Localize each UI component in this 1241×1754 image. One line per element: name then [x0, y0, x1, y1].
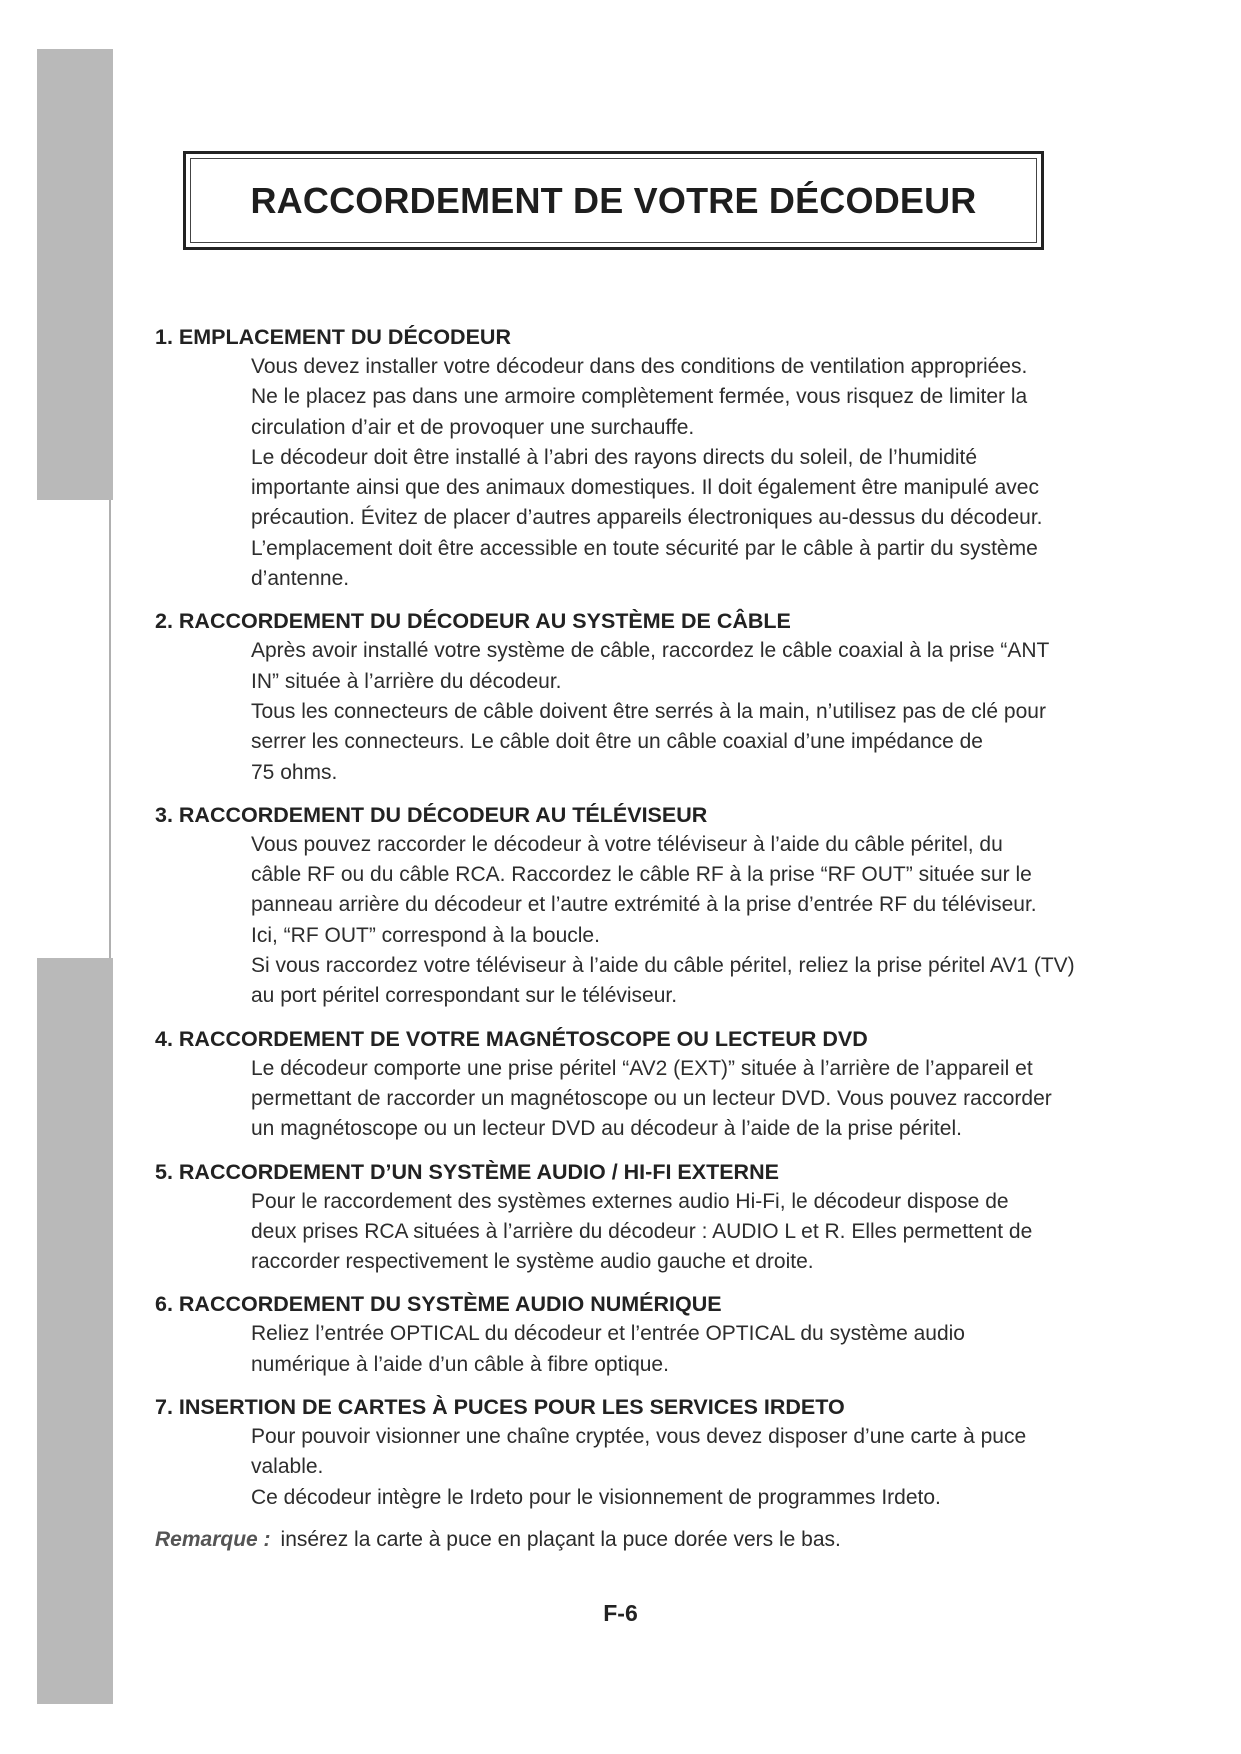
body-line: Ici, “RF OUT” correspond à la boucle. [251, 923, 600, 947]
body-line: Ne le placez pas dans une armoire complètement fermée, vous risquez de limiter la [251, 385, 1028, 409]
section-hifi [155, 1157, 1145, 1278]
body-line: Pour pouvoir visionner une chaîne cryptée, vous devez disposer d’une carte à puce [251, 1425, 1027, 1449]
body-line: au port péritel correspondant sur le téléviseur. [251, 984, 678, 1008]
page-number: F-6 [603, 1600, 638, 1626]
section-heading: 3. RACCORDEMENT DU DÉCODEUR AU TÉLÉVISEUR [155, 802, 708, 827]
body-line: un magnétoscope ou un lecteur DVD au décodeur à l’aide de la prise péritel. [251, 1117, 962, 1141]
section-heading: 1. EMPLACEMENT DU DÉCODEUR [155, 325, 511, 349]
body-line: IN” située à l’arrière du décodeur. [251, 669, 562, 693]
section-televiseur [155, 800, 1145, 1012]
body-line: Le décodeur comporte une prise péritel “AV2 (EXT)” située à l’arrière de l’appareil et [251, 1056, 1033, 1080]
body-line: circulation d’air et de provoquer une surchauffe. [251, 415, 695, 439]
section-heading: 7. INSERTION DE CARTES À PUCES POUR LES SERVICES IRDETO [155, 1395, 845, 1420]
body-line: Si vous raccordez votre téléviseur à l’aide du câble péritel, reliez la prise péritel AV1 (TV) [251, 954, 1075, 978]
body-line: câble RF ou du câble RCA. Raccordez le câble RF à la prise “RF OUT” située sur le [251, 863, 1032, 887]
body-line: L’emplacement doit être accessible en toute sécurité par le câble à partir du système [251, 536, 1038, 560]
remark-note [155, 1525, 1145, 1555]
section-emplacement [155, 322, 1145, 594]
body-line: Vous pouvez raccorder le décodeur à votre téléviseur à l’aide du câble péritel, du [251, 832, 1003, 856]
section-cartes [155, 1392, 1145, 1513]
body-line: deux prises RCA situées à l’arrière du décodeur : AUDIO L et R. Elles permettent de [251, 1219, 1033, 1243]
title-box [183, 151, 1044, 250]
section-body [251, 352, 1145, 594]
section-body [251, 636, 1145, 787]
body-line: d’antenne. [251, 567, 350, 591]
section-heading: 4. RACCORDEMENT DE VOTRE MAGNÉTOSCOPE OU LECTEUR DVD [155, 1026, 868, 1051]
body-line: permettant de raccorder un magnétoscope ou un lecteur DVD. Vous pouvez raccorder [251, 1086, 1052, 1110]
body-line: numérique à l’aide d’un câble à fibre optique. [251, 1352, 669, 1376]
section-body [251, 1319, 1145, 1380]
remark-label: Remarque : [155, 1527, 271, 1551]
section-audio-numerique [155, 1289, 1145, 1380]
body-line: précaution. Évitez de placer d’autres appareils électroniques au-dessus du décodeur. [251, 506, 1043, 530]
body-line: raccorder respectivement le système audio gauche et droite. [251, 1250, 814, 1274]
body-line: serrer les connecteurs. Le câble doit être un câble coaxial d’une impédance de [251, 730, 983, 754]
section-body [251, 1422, 1145, 1513]
body-line: panneau arrière du décodeur et l’autre extrémité à la prise d’entrée RF du téléviseur. [251, 893, 1037, 917]
section-body [251, 830, 1145, 1012]
side-tab-top [37, 49, 113, 500]
section-cable [155, 606, 1145, 787]
remark-text: insérez la carte à puce en plaçant la puce dorée vers le bas. [280, 1527, 841, 1551]
body-line: Pour le raccordement des systèmes externes audio Hi-Fi, le décodeur dispose de [251, 1189, 1009, 1213]
body-line: Reliez l’entrée OPTICAL du décodeur et l’entrée OPTICAL du système audio [251, 1322, 965, 1346]
side-tab-gap [37, 500, 111, 958]
body-line: importante ainsi que des animaux domestiques. Il doit également être manipulé avec [251, 476, 1039, 500]
body-line: Vous devez installer votre décodeur dans des conditions de ventilation appropriées. [251, 355, 1028, 378]
title-box-inner [190, 158, 1037, 243]
body-line: Tous les connecteurs de câble doivent être serrés à la main, n’utilisez pas de clé pour [251, 699, 1046, 723]
body-line: valable. [251, 1455, 324, 1479]
page-title: RACCORDEMENT DE VOTRE DÉCODEUR [250, 179, 977, 221]
section-heading: 6. RACCORDEMENT DU SYSTÈME AUDIO NUMÉRIQUE [155, 1292, 722, 1317]
body-line: 75 ohms. [251, 760, 338, 784]
section-body [251, 1187, 1145, 1278]
body-line: Le décodeur doit être installé à l’abri des rayons directs du soleil, de l’humidité [251, 445, 978, 469]
section-heading: 5. RACCORDEMENT D’UN SYSTÈME AUDIO / HI-FI EXTERNE [155, 1159, 779, 1184]
content [155, 322, 1145, 1555]
body-line: Après avoir installé votre système de câble, raccordez le câble coaxial à la prise “ANT [251, 639, 1050, 663]
section-heading: 2. RACCORDEMENT DU DÉCODEUR AU SYSTÈME DE CÂBLE [155, 609, 791, 634]
body-line: Ce décodeur intègre le Irdeto pour le visionnement de programmes Irdeto. [251, 1485, 941, 1509]
section-magnetoscope [155, 1024, 1145, 1145]
section-body [251, 1054, 1145, 1145]
side-tab-bottom [37, 958, 113, 1704]
